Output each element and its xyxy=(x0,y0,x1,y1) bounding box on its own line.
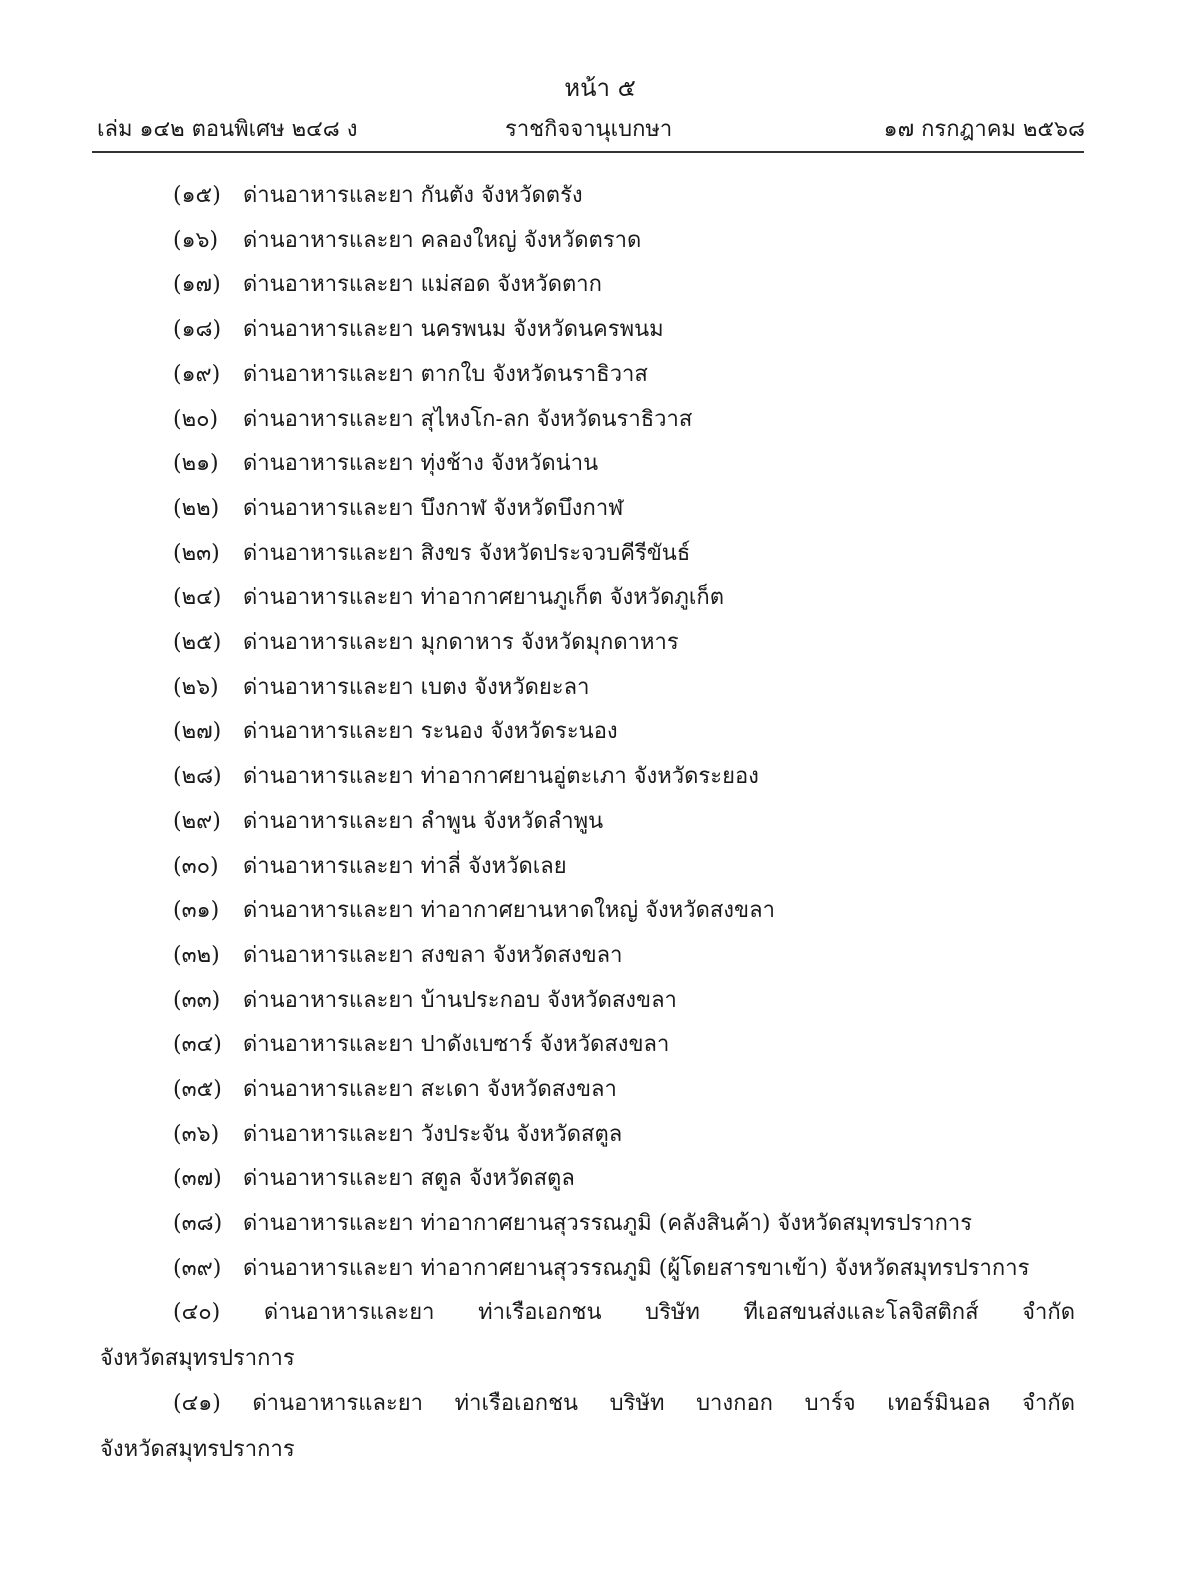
list-item xyxy=(173,623,679,663)
item-text: ด่านอาหารและยา มุกดาหาร จังหวัดมุกดาหาร xyxy=(243,630,679,655)
item-number: (๒๓) xyxy=(173,540,220,566)
list-item xyxy=(173,802,603,842)
item-number: (๓๘) xyxy=(173,1211,223,1237)
list-item xyxy=(173,1025,669,1065)
item-number: (๑๖) xyxy=(173,227,219,253)
item-text: ด่านอาหารและยา ท่าลี่ จังหวัดเลย xyxy=(243,853,567,879)
item-text: ด่านอาหารและยา เบตง จังหวัดยะลา xyxy=(243,674,590,700)
item-text: ด่านอาหารและยา ปาดังเบซาร์ จังหวัดสงขลา xyxy=(243,1032,670,1058)
list-item xyxy=(173,1249,1029,1289)
item-text: ด่านอาหารและยา แม่สอด จังหวัดตาก xyxy=(243,272,602,298)
item-text: ด่านอาหารและยา สุไหงโก-ลก จังหวัดนราธิวาส xyxy=(243,406,693,432)
item-text: ด่านอาหารและยา ลำพูน จังหวัดลำพูน xyxy=(243,808,604,834)
item-number: (๓๑) xyxy=(173,898,220,924)
list-item xyxy=(173,1070,617,1110)
list-item xyxy=(173,847,567,887)
item-text: ด่านอาหารและยา วังประจัน จังหวัดสตูล xyxy=(243,1121,623,1147)
item-number: (๒๑) xyxy=(173,451,219,477)
list-item xyxy=(173,221,641,261)
volume-info: เล่ม ๑๔๒ ตอนพิเศษ ๒๔๘ ง xyxy=(97,117,358,142)
item-text: ด่านอาหารและยา บึงกาฬ จังหวัดบึงกาฬ xyxy=(243,495,624,521)
item-number: (๒๒) xyxy=(173,495,220,521)
item-text: ด่านอาหารและยา ท่าอากาศยานหาดใหญ่ จังหวัดสงขลา xyxy=(243,898,775,924)
item-text: ด่านอาหารและยา สงขลา จังหวัดสงขลา xyxy=(243,942,623,968)
list-item xyxy=(173,400,692,440)
list-item xyxy=(173,534,690,574)
list-item xyxy=(173,578,724,618)
item-number: (๒๕) xyxy=(173,630,222,655)
item-number: (๓๔) xyxy=(173,1032,222,1058)
item-number: (๓๐) xyxy=(173,853,219,879)
list-item xyxy=(173,668,589,708)
item-text: ด่านอาหารและยา ท่าอากาศยานภูเก็ต จังหวัดภูเก็ต xyxy=(243,585,725,611)
header-divider xyxy=(92,151,1084,153)
item-text: ด่านอาหารและยา บ้านประกอบ จังหวัดสงขลา xyxy=(243,987,677,1013)
item-number: (๓๒) xyxy=(173,942,220,968)
item-text: ด่านอาหารและยา ท่าอากาศยานสุวรรณภูมิ (คลังสินค้า) จังหวัดสมุทรปราการ xyxy=(243,1211,973,1237)
gazette-header xyxy=(97,114,1085,146)
item-text: ด่านอาหารและยา ท่าอากาศยานสุวรรณภูมิ (ผู้โดยสารขาเข้า) จังหวัดสมุทรปราการ xyxy=(243,1255,1030,1281)
item-text: ด่านอาหารและยา สิงขร จังหวัดประจวบคีรีขันธ์ xyxy=(243,540,691,566)
list-item xyxy=(173,444,598,484)
list-item xyxy=(173,310,664,350)
list-item xyxy=(173,489,623,529)
item-number: (๓๗) xyxy=(173,1166,222,1192)
publication-date: ๑๗ กรกฎาคม ๒๕๖๘ xyxy=(883,117,1085,142)
item-number: (๒๖) xyxy=(173,674,219,700)
list-item xyxy=(173,891,775,931)
list-item-long xyxy=(100,1290,1075,1382)
item-text: ด่านอาหารและยา คลองใหญ่ จังหวัดตราด xyxy=(243,227,642,253)
list-item xyxy=(173,936,623,976)
list-item xyxy=(173,1115,622,1155)
item-text: ด่านอาหารและยา ตากใบ จังหวัดนราธิวาส xyxy=(243,361,648,387)
list-item xyxy=(173,265,602,305)
item-first-line: (๔๑) ด่านอาหารและยา ท่าเรือเอกชน บริษัท บางกอก บาร์จ เทอร์มินอล จำกัด xyxy=(173,1391,1075,1416)
item-text: ด่านอาหารและยา ทุ่งช้าง จังหวัดน่าน xyxy=(243,451,599,477)
item-number: (๓๖) xyxy=(173,1121,220,1147)
item-number: (๓๓) xyxy=(173,987,221,1013)
list-item xyxy=(173,1159,575,1199)
item-number: (๑๙) xyxy=(173,361,221,387)
list-item-long xyxy=(100,1381,1075,1473)
item-continuation-line: จังหวัดสมุทรปราการ xyxy=(100,1437,295,1462)
list-item xyxy=(173,757,759,797)
page-number: หน้า ๕ xyxy=(564,74,636,102)
item-number: (๒๘) xyxy=(173,764,222,790)
item-continuation-line: จังหวัดสมุทรปราการ xyxy=(100,1346,295,1371)
item-text: ด่านอาหารและยา สะเดา จังหวัดสงขลา xyxy=(243,1077,617,1102)
list-item xyxy=(173,981,677,1021)
item-number: (๒๐) xyxy=(173,406,219,432)
list-item xyxy=(173,176,583,216)
item-number: (๓๕) xyxy=(173,1077,222,1102)
item-number: (๓๙) xyxy=(173,1255,222,1281)
item-number: (๒๗) xyxy=(173,719,222,745)
item-text: ด่านอาหารและยา กันตัง จังหวัดตรัง xyxy=(243,183,583,208)
item-number: (๑๕) xyxy=(173,183,221,208)
item-number: (๒๙) xyxy=(173,808,221,834)
list-item xyxy=(173,355,648,395)
item-number: (๒๔) xyxy=(173,585,222,611)
item-text: ด่านอาหารและยา ระนอง จังหวัดระนอง xyxy=(243,719,618,745)
list-item xyxy=(173,1204,972,1244)
item-text: ด่านอาหารและยา นครพนม จังหวัดนครพนม xyxy=(243,317,664,343)
list-item xyxy=(173,712,618,752)
publication-name: ราชกิจจานุเบกษา xyxy=(505,117,673,142)
item-first-line: (๔๐) ด่านอาหารและยา ท่าเรือเอกชน บริษัท ทีเอสขนส่งและโลจิสติกส์ จำกัด xyxy=(173,1300,1075,1325)
item-number: (๑๘) xyxy=(173,317,222,343)
item-number: (๑๗) xyxy=(173,272,221,298)
item-text: ด่านอาหารและยา สตูล จังหวัดสตูล xyxy=(243,1166,575,1192)
item-text: ด่านอาหารและยา ท่าอากาศยานอู่ตะเภา จังหวัดระยอง xyxy=(243,764,759,790)
